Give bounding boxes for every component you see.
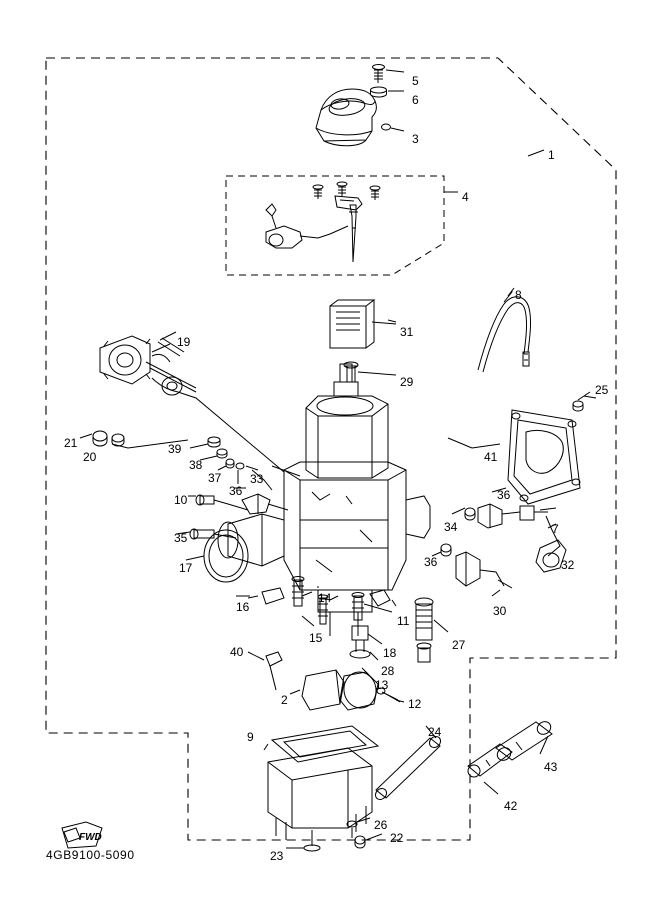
- callout-number: 37: [208, 471, 222, 485]
- callout-number: 19: [177, 335, 191, 349]
- fwd-direction-label: FWD: [79, 832, 102, 843]
- callout-number: 41: [484, 450, 498, 464]
- callout-number: 5: [412, 74, 419, 88]
- callout-number: 23: [270, 849, 284, 863]
- callout-number: 35: [174, 531, 188, 545]
- callout-number: 7: [552, 522, 559, 536]
- callout-number: 14: [318, 591, 332, 605]
- callout-number: 36: [424, 555, 438, 569]
- callout-number: 9: [247, 730, 254, 744]
- callout-number: 27: [452, 638, 466, 652]
- callout-number: 20: [83, 450, 97, 464]
- callout-number: 34: [444, 520, 458, 534]
- callout-number: 17: [179, 561, 193, 575]
- callout-number: 39: [168, 442, 182, 456]
- callout-number: 3: [412, 132, 419, 146]
- callout-number: 31: [400, 325, 414, 339]
- callout-number: 8: [515, 288, 522, 302]
- callout-number: 4: [462, 190, 469, 204]
- callout-number: 28: [381, 664, 395, 678]
- callout-number: 6: [412, 93, 419, 107]
- callout-number: 2: [281, 693, 288, 707]
- callout-number: 22: [390, 831, 404, 845]
- callout-number: 13: [375, 678, 389, 692]
- callout-number: 16: [236, 600, 250, 614]
- callout-number: 11: [397, 614, 410, 628]
- callout-number: 29: [400, 375, 414, 389]
- callout-number: 33: [250, 472, 264, 486]
- callout-number: 36: [229, 484, 243, 498]
- callout-number: 38: [189, 458, 203, 472]
- callout-number: 43: [544, 760, 558, 774]
- callout-number: 12: [408, 697, 422, 711]
- callout-number: 10: [174, 493, 188, 507]
- callout-number: 26: [374, 818, 388, 832]
- callout-number: 25: [595, 383, 609, 397]
- callout-number: 24: [428, 725, 442, 739]
- callout-number: 1: [548, 148, 555, 162]
- callout-number: 32: [561, 558, 575, 572]
- diagram-part-number: 4GB9100-5090: [46, 848, 135, 862]
- callout-number: 30: [493, 604, 507, 618]
- callout-number: 42: [504, 799, 518, 813]
- callout-number: 21: [64, 436, 78, 450]
- callout-number: 18: [383, 646, 397, 660]
- callout-number: 40: [230, 645, 244, 659]
- callout-number: 15: [309, 631, 323, 645]
- callout-number: 36: [497, 488, 511, 502]
